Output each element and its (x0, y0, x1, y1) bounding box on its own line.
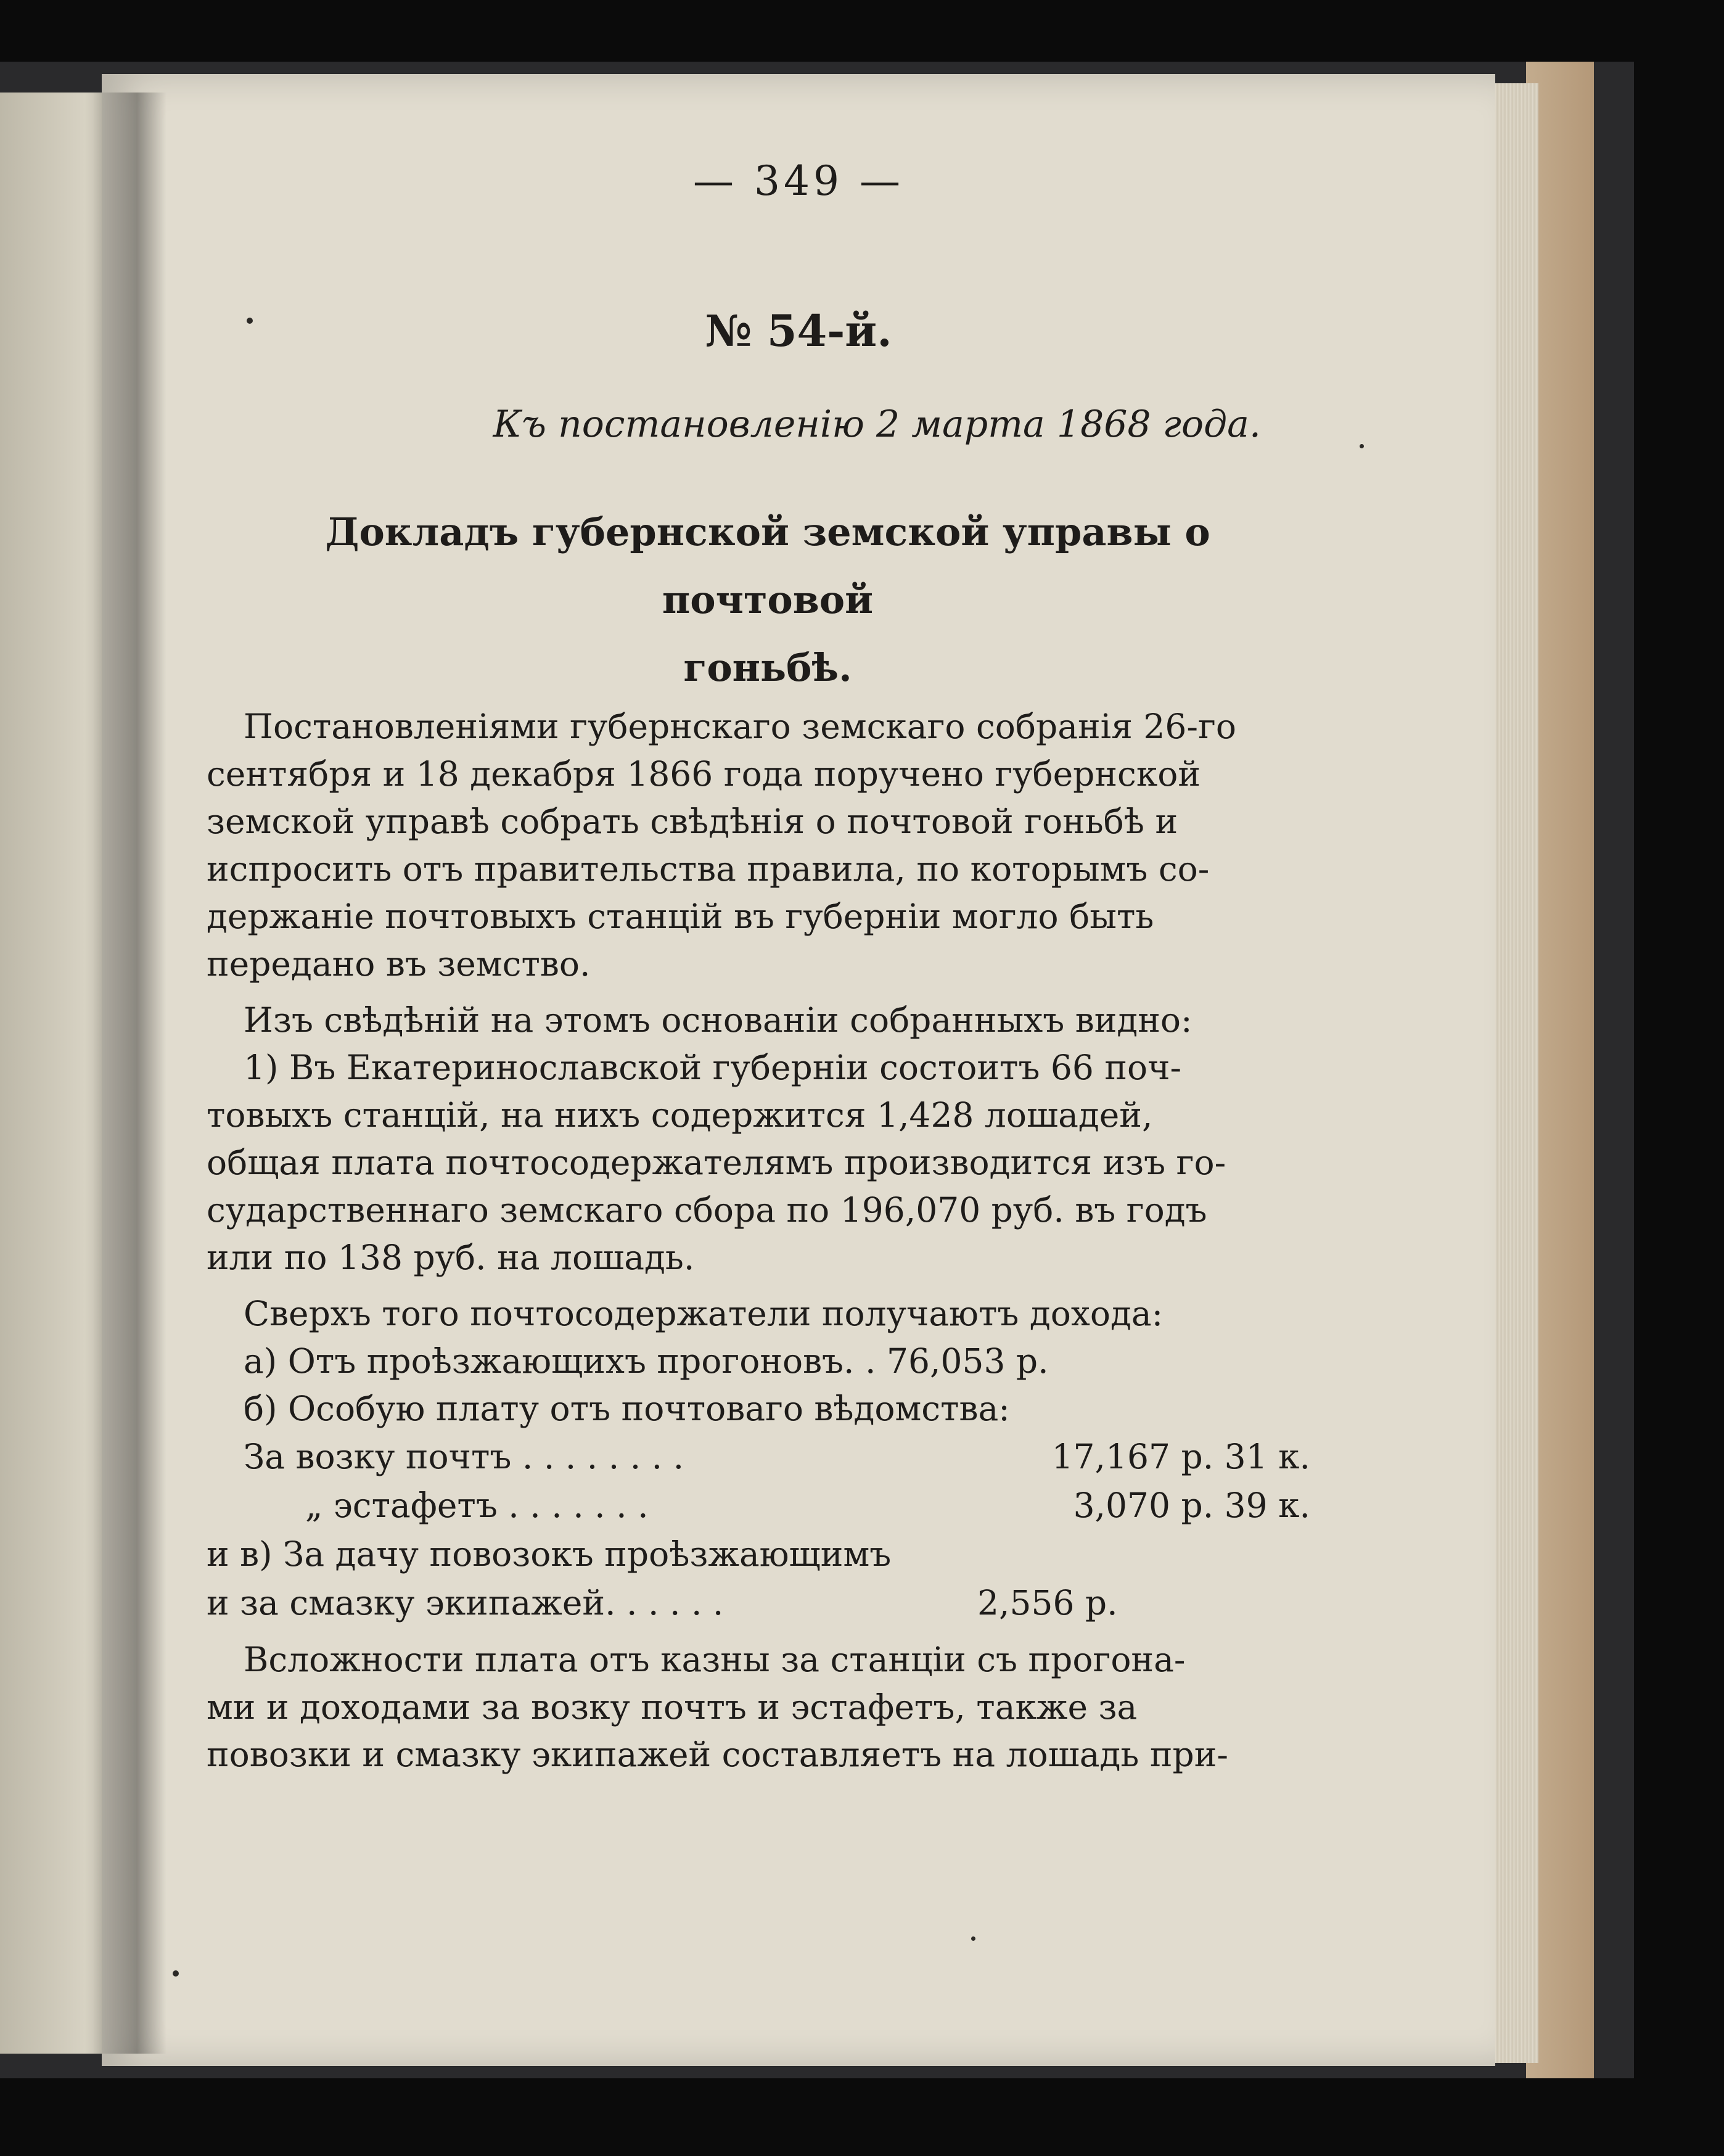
page (102, 74, 1495, 2066)
heading-line: Докладъ губернской земской управы о почтовой (325, 509, 1210, 622)
table-row (207, 1579, 1310, 1627)
ink-speck (971, 1936, 975, 1941)
doc-number: № 54-й. (705, 305, 892, 356)
table-row-amount: 2,556 р. (977, 1583, 1118, 1623)
text-line: сентября и 18 декабря 1866 года поручено губернской (207, 754, 1201, 794)
text-line: или по 138 руб. на лошадь. (207, 1238, 695, 1277)
text-line: земской управѣ собрать свѣдѣнія о почтовой гоньбѣ и (207, 802, 1178, 841)
table-row-amount: 17,167 р. 31 к. (1051, 1437, 1310, 1476)
text-line: ми и доходами за возку почтъ и эстафетъ, также за (207, 1687, 1138, 1727)
text-line: Сверхъ того почтосодержатели получаютъ дохода: (244, 1294, 1164, 1333)
text-line: передано въ земство. (207, 944, 591, 984)
document-heading (237, 498, 1298, 702)
ink-speck (173, 1970, 179, 1977)
ink-speck (1360, 444, 1364, 448)
heading-line: гоньбѣ. (683, 645, 852, 690)
text-line: Постановленіями губернскаго земскаго собранія 26-го (244, 707, 1236, 746)
table-row-amount: 3,070 р. 39 к. (1073, 1486, 1310, 1525)
text-line: б) Особую плату отъ почтоваго вѣдомства: (244, 1389, 1010, 1428)
table-row-label: За возку почтъ . . . . . . . . (244, 1437, 684, 1476)
table-row-label: „ эстафетъ . . . . . . . (305, 1486, 649, 1525)
table-row (207, 1481, 1310, 1530)
text-line: повозки и смазку экипажей составляетъ на лошадь при- (207, 1735, 1228, 1774)
table-row-label: и за смазку экипажей. . . . . . (207, 1583, 724, 1623)
table-row (207, 1433, 1310, 1481)
table-row-label: и в) За дачу повозокъ проѣзжающимъ (207, 1534, 892, 1574)
text-line: Вслoжности плата отъ казны за станціи съ прогона- (244, 1640, 1186, 1679)
table-row (207, 1530, 1310, 1579)
text-line: 1) Въ Екатеринославской губерніи состоитъ 66 поч- (244, 1048, 1182, 1087)
body-text (207, 703, 1310, 1779)
page-number-header: — 349 — (693, 157, 904, 205)
reference-line: Къ постановленію 2 марта 1868 года. (493, 403, 1261, 446)
gutter-shadow (92, 93, 166, 2054)
text-line: Изъ свѣдѣній на этомъ основаніи собранныхъ видно: (244, 1000, 1192, 1040)
text-line: а) Отъ проѣзжающихъ прогоновъ. . 76,053 р. (244, 1341, 1049, 1381)
text-line: сударственнаго земскаго сбора по 196,070 руб. въ годъ (207, 1190, 1207, 1230)
text-line: товыхъ станцій, на нихъ содержится 1,428 лошадей, (207, 1095, 1153, 1135)
page-edge (1492, 83, 1538, 2063)
text-line: испросить отъ правительства правила, по которымъ со- (207, 849, 1210, 889)
ink-speck (247, 318, 253, 324)
text-line: общая плата почтосодержателямъ производится изъ го- (207, 1143, 1226, 1182)
text-line: держаніе почтовыхъ станцій въ губерніи могло быть (207, 897, 1154, 936)
